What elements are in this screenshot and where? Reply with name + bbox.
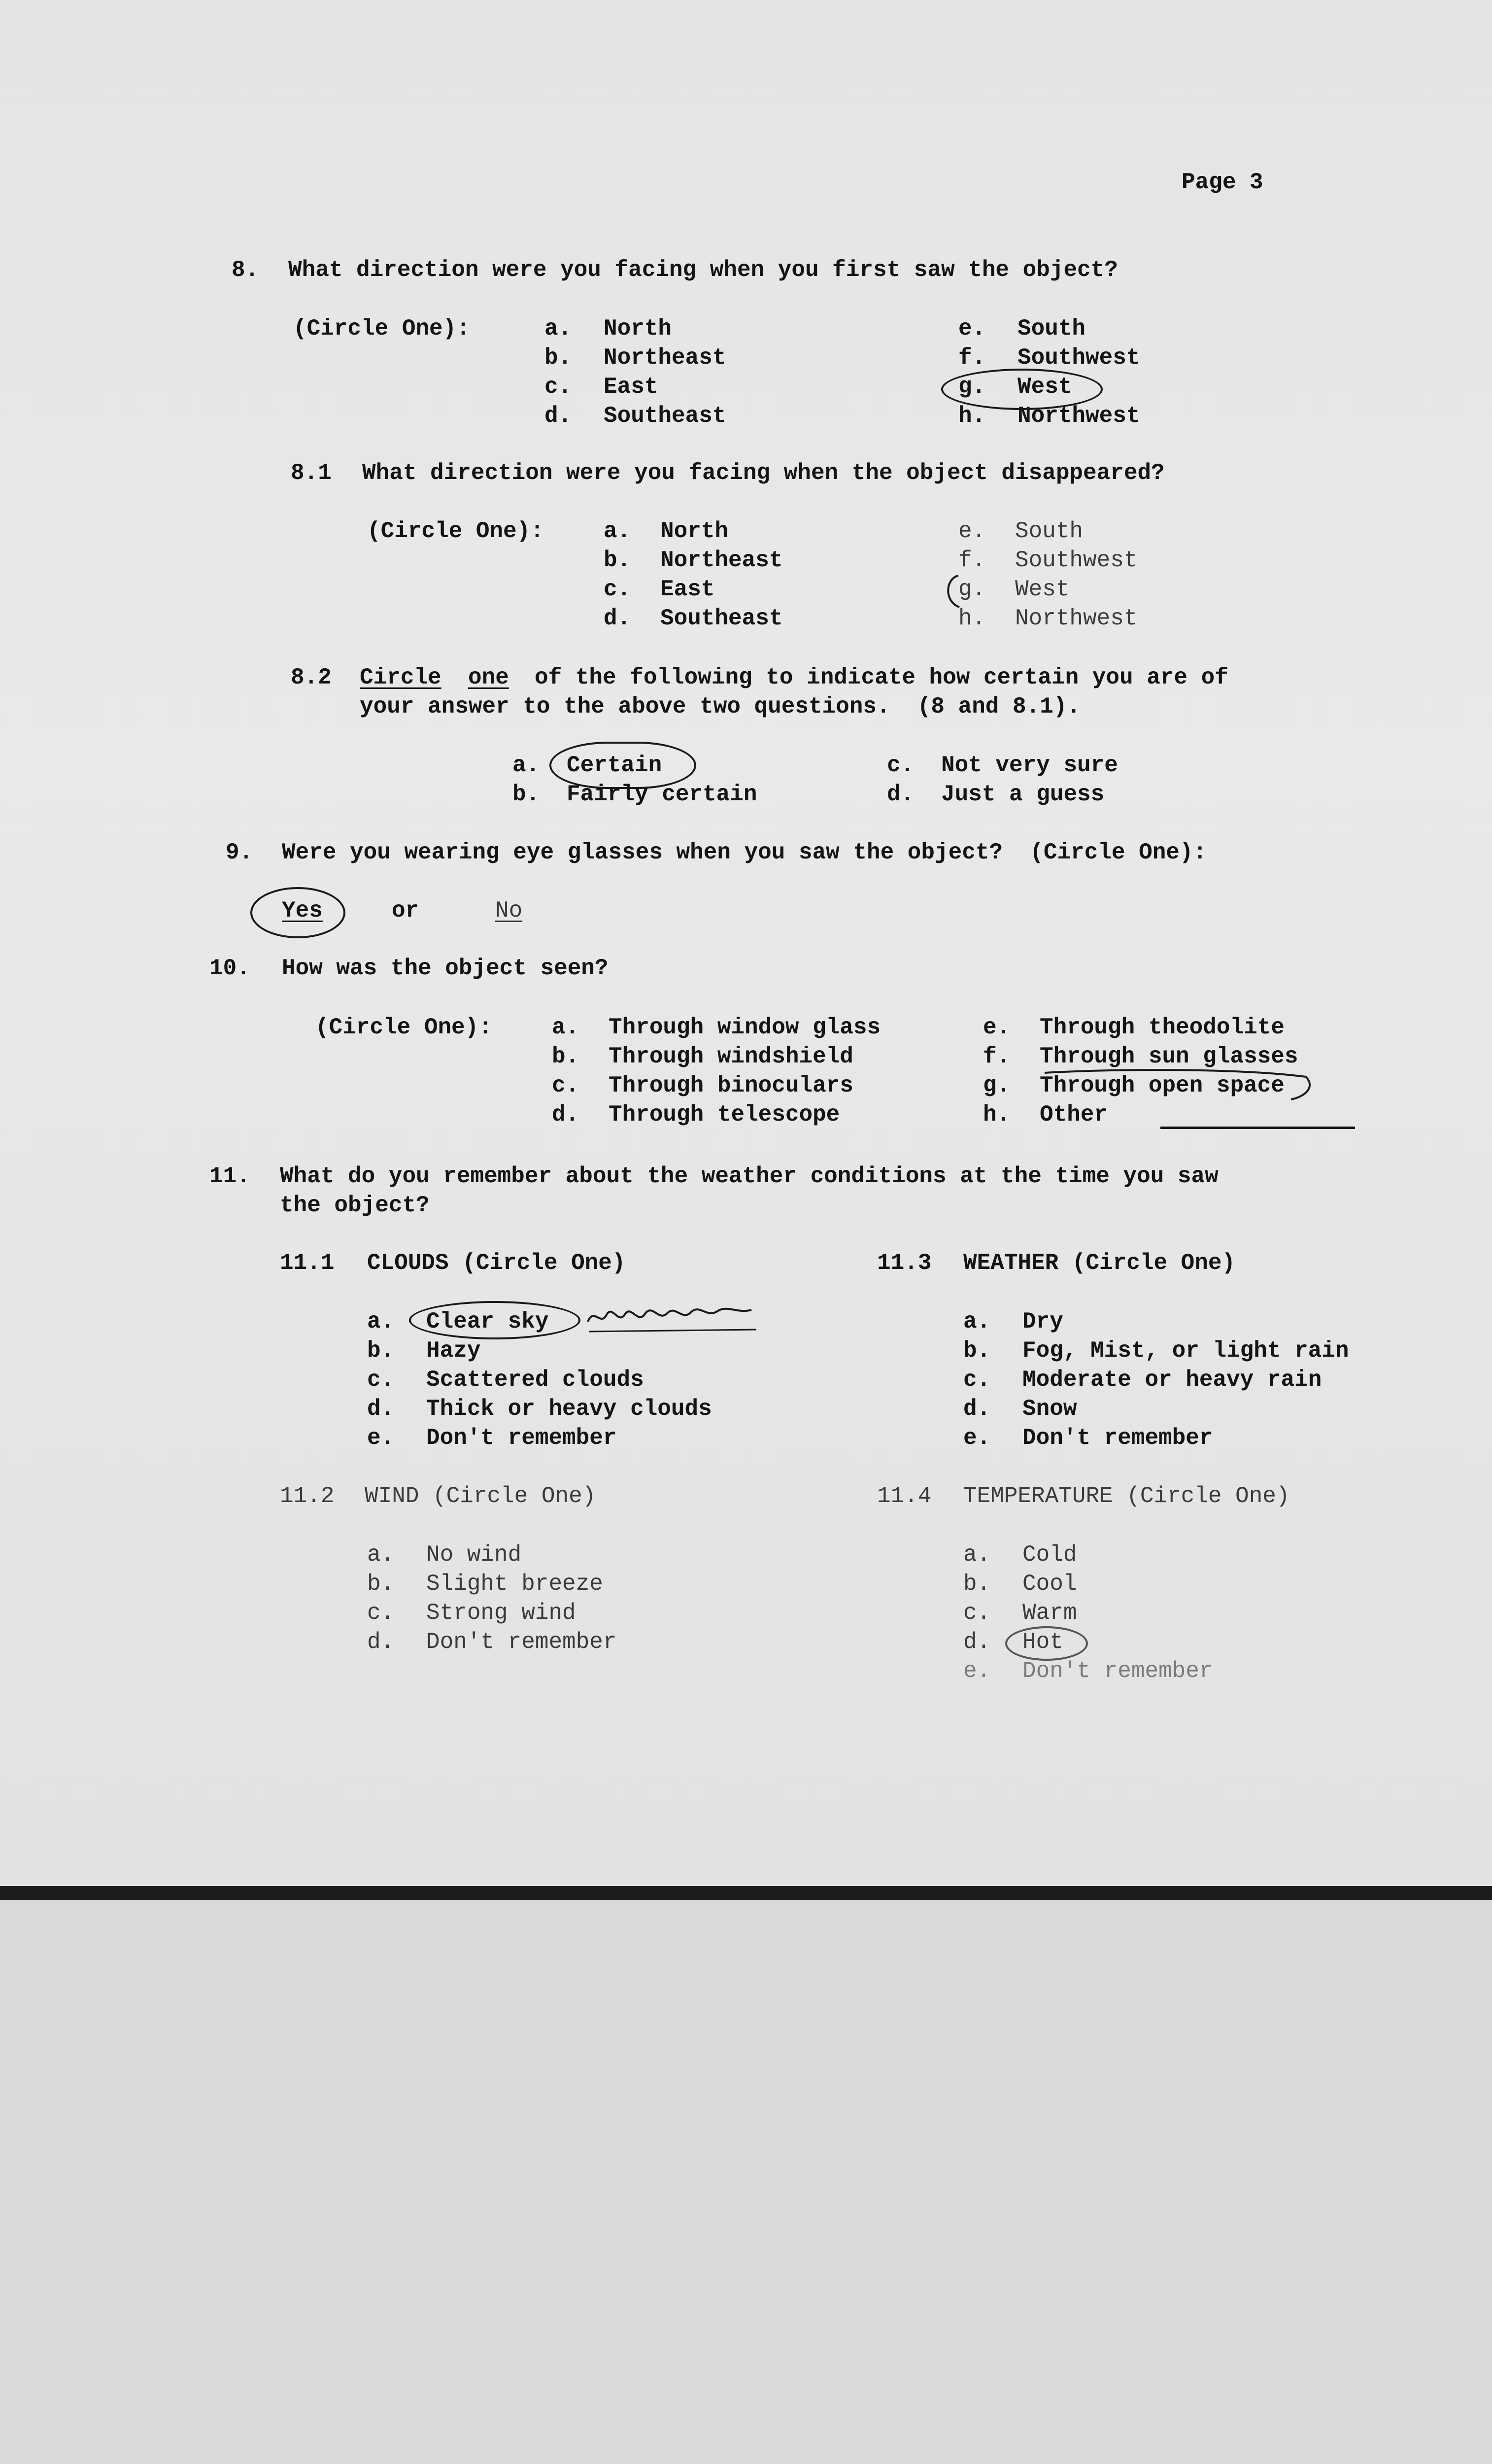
q8-1-opt-h-letter: h.: [958, 606, 986, 631]
q10-answer-mark: [1030, 1067, 1316, 1106]
q8-1-opt-f-letter: f.: [958, 548, 986, 573]
q11-1-opt-d-label: Thick or heavy clouds: [426, 1396, 712, 1422]
q11-3-opt-e-label: Don't remember: [1022, 1425, 1213, 1451]
q8-2-opt-c-label: Not very sure: [941, 753, 1118, 778]
q10-text: How was the object seen?: [282, 956, 609, 981]
q8-opt-h-letter: h.: [958, 403, 986, 429]
q8-opt-b-label: Northeast: [604, 345, 726, 371]
q11-1-opt-b-letter: b.: [367, 1338, 395, 1364]
q8-1-opt-c-letter: c.: [604, 577, 631, 602]
q11-3-opt-b-letter: b.: [963, 1338, 991, 1364]
q8-1-opt-e-label: South: [1015, 518, 1084, 544]
q10-opt-h-letter: h.: [983, 1102, 1011, 1128]
q11-2-number: 11.2: [280, 1483, 335, 1509]
q11-4-opt-c-label: Warm: [1022, 1600, 1077, 1626]
q8-opt-g-letter: g.: [958, 374, 986, 400]
q8-opt-f-letter: f.: [958, 345, 986, 371]
q8-1-opt-h-label: Northwest: [1015, 606, 1138, 631]
q8-1-opt-c-label: East: [660, 577, 715, 602]
q8-opt-d-letter: d.: [544, 403, 572, 429]
q11-text-line2: the object?: [280, 1193, 430, 1218]
q11-3-title: WEATHER (Circle One): [963, 1250, 1236, 1276]
q8-opt-c-letter: c.: [544, 374, 572, 400]
q8-number: 8.: [232, 257, 259, 283]
q11-1-opt-a-letter: a.: [367, 1309, 395, 1335]
q8-opt-e-label: South: [1017, 316, 1086, 342]
q8-1-opt-d-letter: d.: [604, 606, 631, 631]
q11-1-number: 11.1: [280, 1250, 335, 1276]
q11-4-opt-b-label: Cool: [1022, 1571, 1077, 1597]
q8-1-opt-b-letter: b.: [604, 548, 631, 573]
q10-opt-e-letter: e.: [983, 1015, 1011, 1040]
q8-1-number: 8.1: [291, 460, 332, 486]
q10-opt-d-letter: d.: [552, 1102, 579, 1128]
q9-number: 9.: [226, 840, 253, 865]
q9-text: Were you wearing eye glasses when you saw the object? (Circle One):: [282, 840, 1207, 865]
q11-1-opt-c-label: Scattered clouds: [426, 1367, 644, 1393]
q11-4-opt-e-label: Don't remember: [1022, 1658, 1213, 1684]
q11-4-opt-d-label: Hot: [1022, 1629, 1063, 1655]
q11-2-opt-c-letter: c.: [367, 1600, 395, 1626]
q8-opt-f-label: Southwest: [1017, 345, 1140, 371]
q11-4-opt-c-letter: c.: [963, 1600, 991, 1626]
q11-text-line1: What do you remember about the weather conditions at the time you saw: [280, 1164, 1219, 1189]
q8-2-opt-d-letter: d.: [887, 782, 915, 807]
q8-1-answer-mark: [939, 572, 968, 611]
q8-2-opt-a-letter: a.: [512, 753, 540, 778]
q11-4-opt-a-label: Cold: [1022, 1542, 1077, 1568]
q8-1-opt-d-label: Southeast: [660, 606, 783, 631]
q11-4-opt-a-letter: a.: [963, 1542, 991, 1568]
q10-opt-b-letter: b.: [552, 1044, 579, 1069]
q9-yes-option: Yes: [282, 898, 323, 924]
q8-1-opt-a-label: North: [660, 518, 729, 544]
q11-4-opt-b-letter: b.: [963, 1571, 991, 1597]
q10-opt-a-letter: a.: [552, 1015, 579, 1040]
q8-2-opt-a-label: Certain: [567, 753, 662, 778]
q8-2-text-rest: of the following to indicate how certain you are of: [535, 665, 1228, 690]
q8-opt-d-label: Southeast: [604, 403, 726, 429]
q8-opt-a-letter: a.: [544, 316, 572, 342]
q11-3-opt-d-letter: d.: [963, 1396, 991, 1422]
q11-3-opt-b-label: Fog, Mist, or light rain: [1022, 1338, 1349, 1364]
q10-opt-b-label: Through windshield: [609, 1044, 853, 1069]
q10-opt-f-label: Through sun glasses: [1040, 1044, 1298, 1069]
q8-2-answer-circle: [549, 742, 696, 789]
q8-opt-h-label: Northwest: [1017, 403, 1140, 429]
q11-4-opt-d-letter: d.: [963, 1629, 991, 1655]
q8-2-text-line2: your answer to the above two questions. (8 and 8.1).: [360, 694, 1081, 719]
q8-opt-g-label: West: [1017, 374, 1072, 400]
q11-3-opt-d-label: Snow: [1022, 1396, 1077, 1422]
q11-2-title: WIND (Circle One): [365, 1483, 596, 1509]
q11-4-opt-e-letter: e.: [963, 1658, 991, 1684]
q11-3-opt-a-letter: a.: [963, 1309, 991, 1335]
q11-4-title: TEMPERATURE (Circle One): [963, 1483, 1290, 1509]
q9-answer-circle: [250, 887, 345, 938]
q11-1-opt-e-label: Don't remember: [426, 1425, 617, 1451]
q8-opt-c-label: East: [604, 374, 658, 400]
q8-answer-circle: [941, 369, 1103, 410]
q8-opt-e-letter: e.: [958, 316, 986, 342]
q8-2-circle-word: Circle: [360, 665, 441, 690]
q8-2-opt-b-letter: b.: [512, 782, 540, 807]
q11-2-opt-d-letter: d.: [367, 1629, 395, 1655]
q11-2-opt-a-label: No wind: [426, 1542, 522, 1568]
q11-number: 11.: [209, 1164, 250, 1189]
q11-3-opt-c-label: Moderate or heavy rain: [1022, 1367, 1322, 1393]
q9-or-text: or: [392, 898, 419, 924]
q10-opt-e-label: Through theodolite: [1040, 1015, 1285, 1040]
q10-opt-a-label: Through window glass: [609, 1015, 881, 1040]
q10-opt-c-label: Through binoculars: [609, 1073, 853, 1098]
q11-1-opt-e-letter: e.: [367, 1425, 395, 1451]
scan-bottom-edge: [0, 1886, 1492, 1900]
q11-4-number: 11.4: [877, 1483, 932, 1509]
q10-opt-g-label: Through open space: [1040, 1073, 1285, 1098]
q8-opt-b-letter: b.: [544, 345, 572, 371]
page-number: Page 3: [1182, 170, 1263, 195]
q8-instruction: (Circle One):: [293, 316, 470, 342]
q8-2-number: 8.2: [291, 665, 332, 690]
q11-3-number: 11.3: [877, 1250, 932, 1276]
q8-2-opt-d-label: Just a guess: [941, 782, 1105, 807]
q11-2-opt-c-label: Strong wind: [426, 1600, 576, 1626]
q10-other-blank-line: [1160, 1127, 1355, 1129]
q11-2-opt-b-letter: b.: [367, 1571, 395, 1597]
q11-3-opt-e-letter: e.: [963, 1425, 991, 1451]
q11-2-opt-d-label: Don't remember: [426, 1629, 617, 1655]
q8-2-opt-b-label: Fairly certain: [567, 782, 757, 807]
q9-no-option: No: [495, 898, 523, 924]
q8-text: What direction were you facing when you first saw the object?: [288, 257, 1118, 283]
q8-1-opt-e-letter: e.: [958, 518, 986, 544]
q11-1-answer-circle: [409, 1301, 580, 1339]
q8-1-opt-b-label: Northeast: [660, 548, 783, 573]
q11-1-opt-b-label: Hazy: [426, 1338, 481, 1364]
q10-opt-g-letter: g.: [983, 1073, 1011, 1098]
q11-2-opt-b-label: Slight breeze: [426, 1571, 603, 1597]
q8-1-opt-g-label: West: [1015, 577, 1070, 602]
q8-1-opt-g-letter: g.: [958, 577, 986, 602]
q8-1-opt-a-letter: a.: [604, 518, 631, 544]
q11-3-opt-c-letter: c.: [963, 1367, 991, 1393]
q10-opt-f-letter: f.: [983, 1044, 1011, 1069]
q11-4-answer-circle: [1005, 1626, 1088, 1661]
q11-1-opt-d-letter: d.: [367, 1396, 395, 1422]
q8-2-one-word: one: [468, 665, 509, 690]
q8-1-opt-f-label: Southwest: [1015, 548, 1138, 573]
q10-opt-c-letter: c.: [552, 1073, 579, 1098]
q10-opt-h-label: Other: [1040, 1102, 1108, 1128]
q10-opt-d-label: Through telescope: [609, 1102, 840, 1128]
q10-instruction: (Circle One):: [315, 1015, 492, 1040]
q11-1-title: CLOUDS (Circle One): [367, 1250, 626, 1276]
q11-1-opt-c-letter: c.: [367, 1367, 395, 1393]
q11-2-opt-a-letter: a.: [367, 1542, 395, 1568]
q8-opt-a-label: North: [604, 316, 672, 342]
q11-3-opt-a-label: Dry: [1022, 1309, 1063, 1335]
q8-1-text: What direction were you facing when the object disappeared?: [362, 460, 1165, 486]
q11-1-handwritten-note: [584, 1297, 761, 1336]
q8-1-instruction: (Circle One):: [367, 518, 544, 544]
q10-number: 10.: [209, 956, 250, 981]
q11-1-opt-a-label: Clear sky: [426, 1309, 549, 1335]
q8-2-opt-c-letter: c.: [887, 753, 915, 778]
